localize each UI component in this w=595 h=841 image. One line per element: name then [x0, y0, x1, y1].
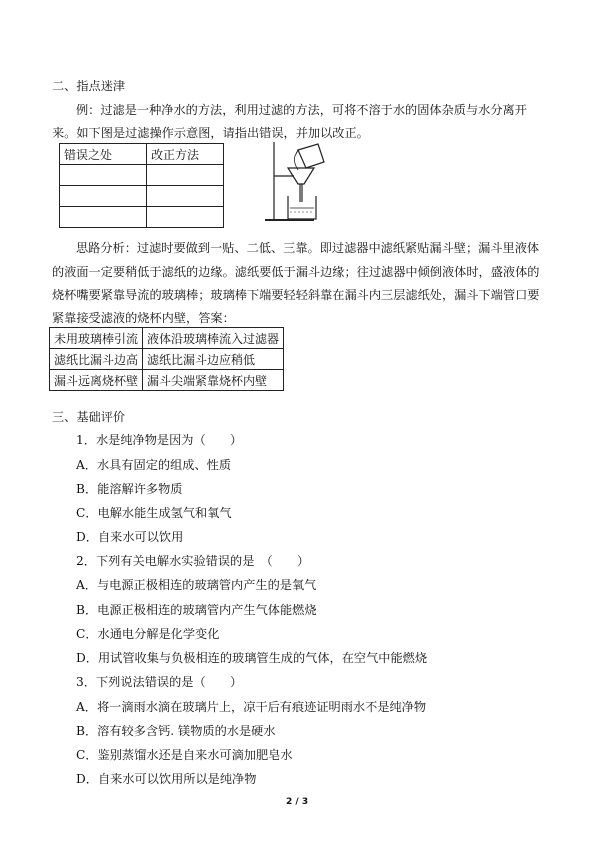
question-3-stem: 3．下列说法错误的是（ ）	[76, 675, 243, 689]
answer-cell: 未用玻璃棒引流	[50, 328, 143, 349]
analysis-line-3: 烧杯嘴要紧靠导流的玻璃棒；玻璃棒下端要轻轻斜靠在漏斗内三层滤纸处，漏斗下端管口要	[52, 288, 540, 302]
answer-cell: 液体沿玻璃棒流入过滤器	[143, 328, 284, 349]
question-2-stem: 2．下列有关电解水实验错误的是 （ ）	[76, 554, 310, 568]
example-line-2: 来。如下图是过滤操作示意图，请指出错误，并加以改正。	[52, 126, 369, 140]
question-2-option-a: A．与电源正极相连的玻璃管内产生的是氧气	[76, 578, 317, 592]
analysis-line-4: 紧靠接受滤液的烧杯内壁，答案：	[52, 311, 235, 325]
error-correction-table	[59, 143, 224, 228]
table-cell	[147, 165, 224, 186]
answer-table	[49, 327, 284, 391]
answer-cell: 滤纸比漏斗边高	[50, 349, 143, 370]
table-row	[60, 207, 224, 228]
table-row	[60, 165, 224, 186]
table-row	[50, 349, 284, 370]
question-2-option-c: C．水通电分解是化学变化	[76, 627, 220, 641]
example-line-1: 例：过滤是一种净水的方法，利用过滤的方法，可将不溶于水的固体杂质与水分离开	[76, 103, 527, 117]
question-3-option-a: A．将一滴雨水滴在玻璃片上，凉干后有痕迹证明雨水不是纯净物	[76, 700, 427, 714]
question-2-option-d: D．用试管收集与负极相连的玻璃管生成的气体，在空气中能燃烧	[76, 651, 428, 665]
section3-heading: 三、基础评价	[52, 410, 126, 424]
question-1-option-a: A．水具有固定的组成、性质	[76, 458, 232, 472]
table-cell	[60, 207, 147, 228]
question-1-option-c: C．电解水能生成氢气和氧气	[76, 506, 232, 520]
table-cell	[147, 207, 224, 228]
analysis-line-1: 思路分析：过滤时要做到一贴、二低、三靠。即过滤器中滤纸紧贴漏斗壁；漏斗里液体	[76, 241, 540, 255]
table-cell	[147, 186, 224, 207]
question-1-stem: 1．水是纯净物是因为（ ）	[76, 433, 243, 447]
analysis-line-2: 的液面一定要稍低于滤纸的边缘。滤纸要低于漏斗边缘；往过滤器中倾倒液体时，盛液体的	[52, 265, 540, 279]
question-3-option-d: D．自来水可以饮用所以是纯净物	[76, 772, 257, 786]
question-3-option-c: C．鉴别蒸馏水还是自来水可滴加肥皂水	[76, 748, 293, 762]
section2-heading: 二、指点迷津	[52, 79, 126, 93]
table-row	[50, 370, 284, 391]
answer-cell: 滤纸比漏斗边应稍低	[143, 349, 284, 370]
question-1-option-d: D．自来水可以饮用	[76, 530, 184, 544]
answer-cell: 漏斗远离烧杯壁	[50, 370, 143, 391]
filtration-diagram	[262, 140, 342, 226]
question-1-option-b: B．能溶解许多物质	[76, 482, 183, 496]
page-number: 2 / 3	[286, 797, 309, 807]
table-row	[60, 186, 224, 207]
table-row	[50, 328, 284, 349]
header-error: 错误之处	[60, 144, 147, 165]
header-correction: 改正方法	[147, 144, 224, 165]
question-2-option-b: B．电源正极相连的玻璃管内产生气体能燃烧	[76, 603, 317, 617]
answer-cell: 漏斗尖端紧靠烧杯内壁	[143, 370, 284, 391]
question-3-option-b: B．溶有较多含钙. 镁物质的水是硬水	[76, 724, 276, 738]
table-cell	[60, 165, 147, 186]
table-cell	[60, 186, 147, 207]
